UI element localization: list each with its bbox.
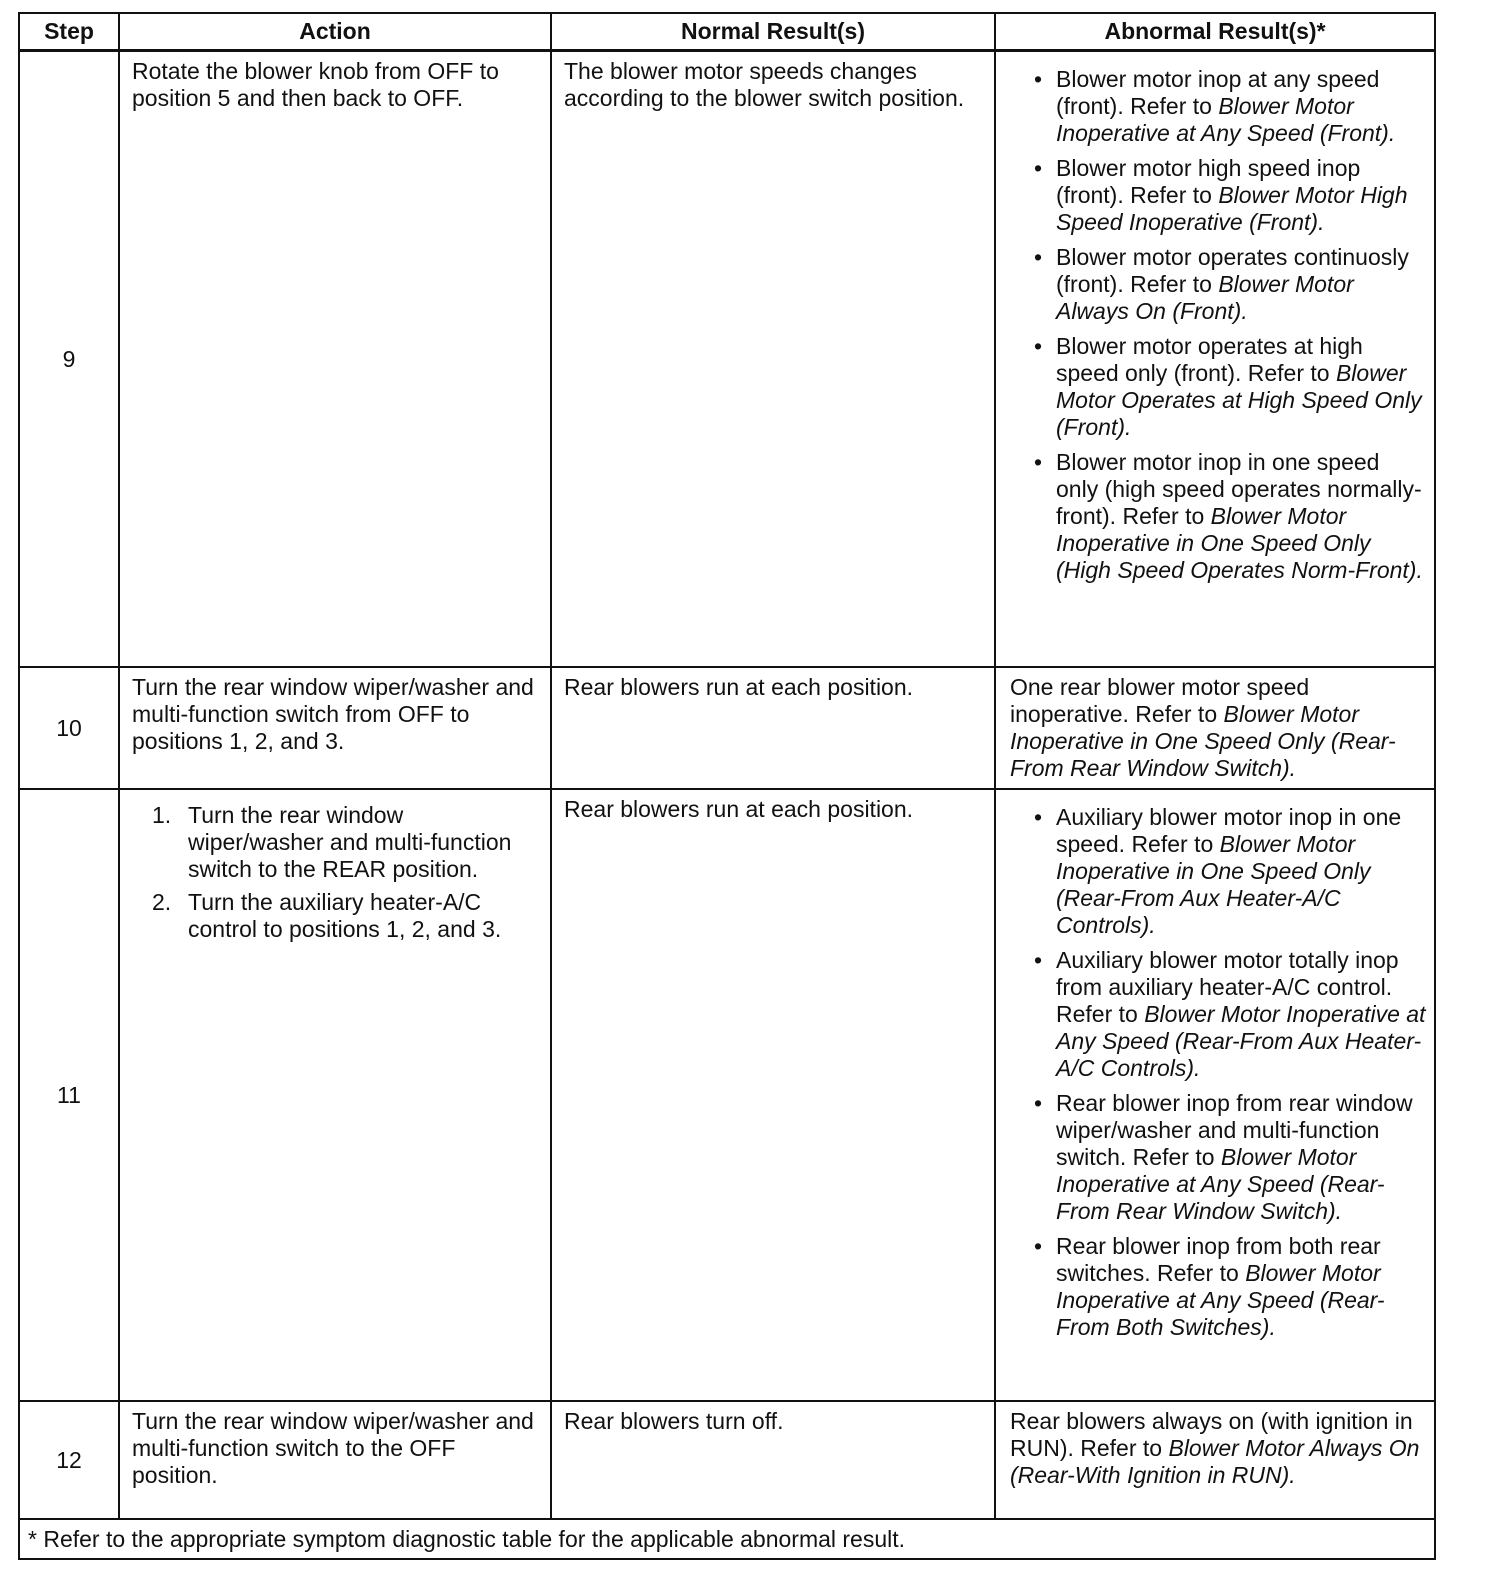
bullet-icon: • [1034, 244, 1043, 270]
list-item [132, 889, 542, 943]
abnormal-text: Auxiliary blower motor inop in one speed. Refer to [1056, 804, 1402, 857]
bullet-icon: • [1034, 1090, 1043, 1116]
abnormal-text: Blower motor inop in one speed only (high speed operates normally-front). Refer to [1056, 449, 1422, 529]
header-step: Step [19, 13, 119, 51]
abnormal-text: Blower motor operates at high speed only (front). Refer to [1056, 333, 1363, 386]
abnormal-reference: Blower Motor Inoperative at Any Speed (Rear-From Both Switches). [1056, 1260, 1385, 1340]
diagnostic-table [18, 12, 1436, 1560]
list-item [1010, 449, 1426, 584]
abnormal-text: Blower motor operates continuosly (front). Refer to [1056, 244, 1409, 297]
table-row [19, 789, 1435, 1401]
action-step-text: Turn the rear window wiper/washer and multi-function switch to the REAR position. [188, 802, 512, 882]
action-cell: Turn the rear window wiper/washer and multi-function switch from OFF to positions 1, 2, and 3. [119, 667, 551, 789]
abnormal-result-cell [995, 789, 1435, 1401]
list-item [1010, 1090, 1426, 1225]
step-number: 12 [19, 1401, 119, 1519]
normal-result-cell: Rear blowers turn off. [551, 1401, 995, 1519]
abnormal-reference: Blower Motor Always On (Rear-With Ignition in RUN). [1010, 1435, 1420, 1488]
abnormal-reference: Blower Motor Inoperative at Any Speed (Front). [1056, 93, 1396, 146]
abnormal-reference: Blower Motor Inoperative in One Speed Only (Rear-From Aux Heater-A/C Controls). [1056, 831, 1371, 938]
list-item [1010, 804, 1426, 939]
abnormal-text: Rear blower inop from rear window wiper/washer and multi-function switch. Refer to [1056, 1090, 1413, 1170]
abnormal-reference: Blower Motor Inoperative in One Speed Only (High Speed Operates Norm-Front). [1056, 503, 1423, 583]
abnormal-reference: Blower Motor Inoperative in One Speed Only (Rear-From Rear Window Switch). [1010, 701, 1396, 781]
action-cell: Rotate the blower knob from OFF to position 5 and then back to OFF. [119, 51, 551, 668]
action-step-text: Turn the auxiliary heater-A/C control to positions 1, 2, and 3. [188, 889, 502, 942]
abnormal-reference: Blower Motor Operates at High Speed Only (Front). [1056, 360, 1422, 440]
action-cell: Turn the rear window wiper/washer and multi-function switch to the OFF position. [119, 1401, 551, 1519]
action-steps-list [132, 802, 542, 943]
bullet-icon: • [1034, 1233, 1043, 1259]
abnormal-result-cell [995, 667, 1435, 789]
table-row [19, 1401, 1435, 1519]
normal-result-cell: Rear blowers run at each position. [551, 789, 995, 1401]
header-row [19, 13, 1435, 51]
bullet-icon: • [1034, 947, 1043, 973]
abnormal-text: One rear blower motor speed inoperative. Refer to [1010, 674, 1310, 727]
list-item [1010, 155, 1426, 236]
abnormal-result-cell [995, 51, 1435, 668]
table-row [19, 51, 1435, 668]
footnote: * Refer to the appropriate symptom diagnostic table for the applicable abnormal result. [19, 1519, 1435, 1559]
abnormal-result-list [1010, 66, 1426, 584]
bullet-icon: • [1034, 66, 1043, 92]
list-item [1010, 244, 1426, 325]
bullet-icon: • [1034, 804, 1043, 830]
list-item [1010, 66, 1426, 147]
abnormal-reference: Blower Motor High Speed Inoperative (Front). [1056, 182, 1408, 235]
abnormal-text: Auxiliary blower motor totally inop from auxiliary heater-A/C control. Refer to [1056, 947, 1399, 1027]
step-number: 11 [19, 789, 119, 1401]
step-number: 9 [19, 51, 119, 668]
table-row [19, 667, 1435, 789]
bullet-icon: • [1034, 449, 1043, 475]
abnormal-text: Blower motor inop at any speed (front). Refer to [1056, 66, 1380, 119]
header-normal-results: Normal Result(s) [551, 13, 995, 51]
step-index: 2. [152, 889, 172, 915]
step-index: 1. [152, 802, 172, 828]
bullet-icon: • [1034, 155, 1043, 181]
header-action: Action [119, 13, 551, 51]
list-item [132, 802, 542, 883]
abnormal-reference: Blower Motor Inoperative at Any Speed (Rear-From Aux Heater-A/C Controls). [1056, 1001, 1426, 1081]
list-item [1010, 333, 1426, 441]
footnote-row [19, 1519, 1435, 1559]
abnormal-reference: Blower Motor Always On (Front). [1056, 271, 1354, 324]
list-item [1010, 947, 1426, 1082]
abnormal-text: Rear blowers always on (with ignition in RUN). Refer to [1010, 1408, 1413, 1461]
abnormal-text: Rear blower inop from both rear switches. Refer to [1056, 1233, 1381, 1286]
normal-result-cell: Rear blowers run at each position. [551, 667, 995, 789]
bullet-icon: • [1034, 333, 1043, 359]
step-number: 10 [19, 667, 119, 789]
abnormal-text: Blower motor high speed inop (front). Refer to [1056, 155, 1361, 208]
abnormal-result-list [1010, 804, 1426, 1341]
normal-result-cell: The blower motor speeds changes according to the blower switch position. [551, 51, 995, 668]
abnormal-reference: Blower Motor Inoperative at Any Speed (Rear-From Rear Window Switch). [1056, 1144, 1385, 1224]
header-abnormal-results: Abnormal Result(s)* [995, 13, 1435, 51]
abnormal-result-cell [995, 1401, 1435, 1519]
list-item [1010, 1233, 1426, 1341]
action-cell [119, 789, 551, 1401]
